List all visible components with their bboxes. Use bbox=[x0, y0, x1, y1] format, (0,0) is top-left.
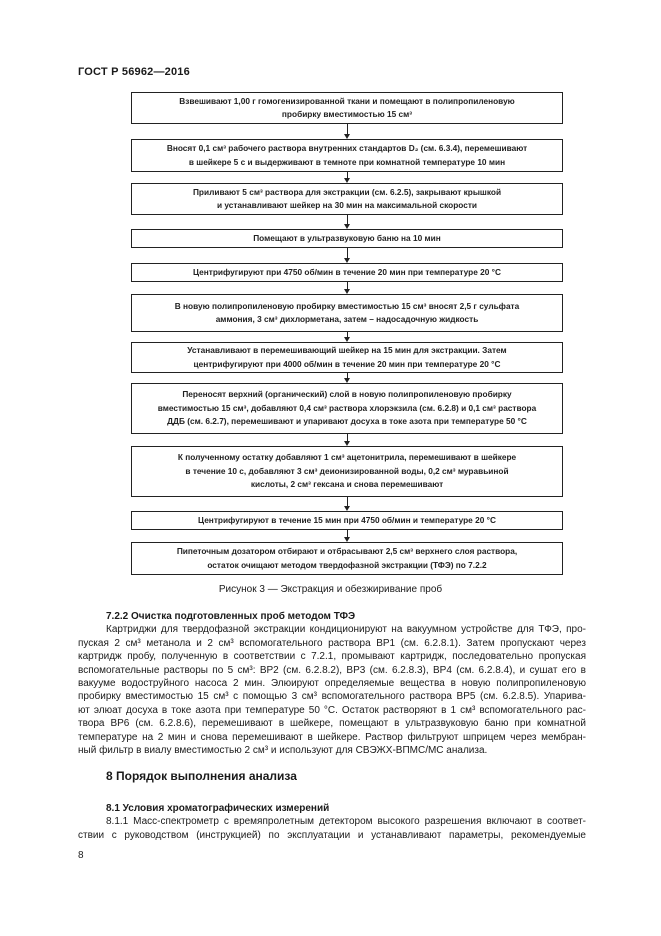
section-8-heading: 8 Порядок выполнения анализа bbox=[106, 769, 297, 783]
section-7-2-2-body bbox=[78, 623, 586, 757]
flow-arrow bbox=[344, 172, 350, 183]
flow-step-line: Центрифугируют при 4750 об/мин в течение 20 мин при температуре 20 °C bbox=[193, 266, 501, 277]
flow-step-7 bbox=[131, 342, 563, 373]
section-7-2-2-heading: 7.2.2 Очистка подготовленных проб методом ТФЭ bbox=[106, 611, 356, 622]
text-line: твора ВР6 (см. 6.2.8.6), перемешивают в шейкере, помещают в ультразвуковую баню при комнатной bbox=[78, 718, 586, 730]
flow-step-4 bbox=[131, 229, 563, 248]
flow-step-line: В новую полипропиленовую пробирку вместимостью 15 см³ вносят 2,5 г сульфата bbox=[174, 300, 520, 311]
text-line: ют элюат досуха в токе азота при температуре 50 °C. Остаток растворяют в 1 см³ вспомогательного рас- bbox=[78, 704, 586, 716]
flow-step-line: остаток очищают методом твердофазной экстракции (ТФЭ) по 7.2.2 bbox=[207, 559, 487, 570]
flow-arrow bbox=[344, 248, 350, 263]
flow-step-line: в шейкере 5 с и выдерживают в темноте при комнатной температуре 10 мин bbox=[188, 156, 506, 167]
text-line: вакууме водоструйного насоса 2 мин. Элюируют определяемые вещества в новую полипропиленовую bbox=[78, 678, 586, 690]
flow-arrow bbox=[344, 282, 350, 294]
flow-step-line: Устанавливают в перемешивающий шейкер на 15 мин для экстракции. Затем bbox=[187, 345, 507, 355]
flow-step-line: пробирку вместимостью 15 см³ bbox=[281, 109, 413, 119]
flow-step-9 bbox=[131, 446, 563, 497]
flow-arrow bbox=[344, 497, 350, 511]
flow-step-11 bbox=[131, 542, 563, 575]
flow-step-line: в течение 10 с, добавляют 3 см³ деионизированной воды, 0,2 см³ муравьиной bbox=[185, 465, 509, 476]
section-7-2-2 bbox=[78, 610, 586, 757]
flow-arrow bbox=[344, 124, 350, 139]
flow-step-line: Помещают в ультразвуковую баню на 10 мин bbox=[253, 232, 441, 243]
text-line: ствии с руководством (инструкцией) по эксплуатации и устанавливают параметры, рекомендуемые bbox=[78, 829, 586, 841]
flow-arrow bbox=[344, 373, 350, 383]
text-line: пуская 2 см³ метанола и 2 см³ вспомогательного раствора ВР1 (см. 6.2.8.1). Затем пропускают через bbox=[78, 637, 586, 649]
text-line: пробирку вместимостью 15 см³ с помощью 3 см³ вспомогательного раствора ВР5 (см. 6.2.8.5). Упарива- bbox=[78, 691, 586, 703]
flow-step-line: Взвешивают 1,00 г гомогенизированной ткани и помещают в полипропиленовую bbox=[179, 95, 515, 106]
flow-arrow bbox=[344, 530, 350, 542]
flow-step-5 bbox=[131, 263, 563, 282]
document-code: ГОСТ Р 56962—2016 bbox=[78, 66, 190, 78]
section-8-1 bbox=[78, 802, 586, 842]
section-8-1-heading: 8.1 Условия хроматографических измерений bbox=[106, 803, 330, 814]
flow-step-line: К полученному остатку добавляют 1 см³ ацетонитрила, перемешивают в шейкере bbox=[177, 452, 517, 463]
flow-step-3 bbox=[131, 183, 563, 215]
flow-step-line: ДДБ (см. 6.2.7), перемешивают и упаривают досуха в токе азота при температуре 50 °C bbox=[167, 416, 527, 427]
flow-step-line: Пипеточным дозатором отбирают и отбрасывают 2,5 см³ верхнего слоя раствора, bbox=[176, 546, 518, 556]
flow-step-line: центрифугируют при 4000 об/мин в течение 20 мин при температуре 20 °C bbox=[193, 358, 501, 369]
flow-step-line: Переносят верхний (органический) слой в новую полипропиленовую пробирку bbox=[182, 389, 512, 400]
flow-step-8 bbox=[131, 383, 563, 434]
text-line: температуре на 2 мин и снова перемешивают в шейкере. Раствор фильтруют шприцем через мембран- bbox=[78, 731, 586, 743]
flow-step-line: Вносят 0,1 см³ рабочего раствора внутренних стандартов D₂ (см. 6.3.4), перемешивают bbox=[166, 143, 528, 153]
flow-step-6 bbox=[131, 294, 563, 332]
section-8-1-body bbox=[78, 815, 586, 842]
section-8 bbox=[78, 770, 586, 783]
figure-caption: Рисунок 3 — Экстракция и обезжиривание проб bbox=[218, 584, 443, 595]
flow-arrow bbox=[344, 332, 350, 342]
flow-step-2 bbox=[131, 139, 563, 172]
page-number: 8 bbox=[78, 850, 84, 861]
flow-arrow bbox=[344, 434, 350, 446]
flow-step-line: и устанавливают шейкер на 30 мин на максимальной скорости bbox=[216, 200, 478, 210]
flow-step-line: Центрифугируют в течение 15 мин при 4750 об/мин и температуре 20 °C bbox=[198, 514, 496, 525]
flow-step-line: Приливают 5 см³ раствора для экстракции (см. 6.2.5), закрывают крышкой bbox=[192, 186, 502, 197]
flow-step-line: аммония, 3 см³ дихлорметана, затем – надосадочную жидкость bbox=[215, 314, 479, 324]
text-line: ный фильтр в виалу вместимостью 2 см³ и используют для СВЭЖХ-ВПМС/МС анализа. bbox=[78, 745, 488, 757]
flow-step-line: вместимостью 15 см³, добавляют 0,4 см³ раствора хлорэкзила (см. 6.2.8) и 0,1 см³ раствора bbox=[157, 402, 537, 413]
flow-step-10 bbox=[131, 511, 563, 530]
flow-step-line: кислоты, 2 см³ гексана и снова перемешивают bbox=[250, 479, 444, 490]
text-line: 8.1.1 Масс-спектрометр с времяпролетным детектором высокого разрешения включают в соответ- bbox=[106, 816, 586, 828]
text-line: картридж пробу, полученную в соответствии с 7.2.1, промывают картридж, последовательно пропуская bbox=[78, 651, 586, 663]
flow-arrow bbox=[344, 215, 350, 229]
text-line: Картриджи для твердофазной экстракции кондиционируют на вакуумном устройстве для ТФЭ, про- bbox=[106, 624, 586, 636]
text-line: вспомогательные растворы по 5 см³: ВР2 (см. 6.2.8.2), ВР3 (см. 6.2.8.3), ВР4 (см. 6.2.8.4), и сушат его в bbox=[78, 664, 586, 676]
flow-step-1 bbox=[131, 92, 563, 124]
